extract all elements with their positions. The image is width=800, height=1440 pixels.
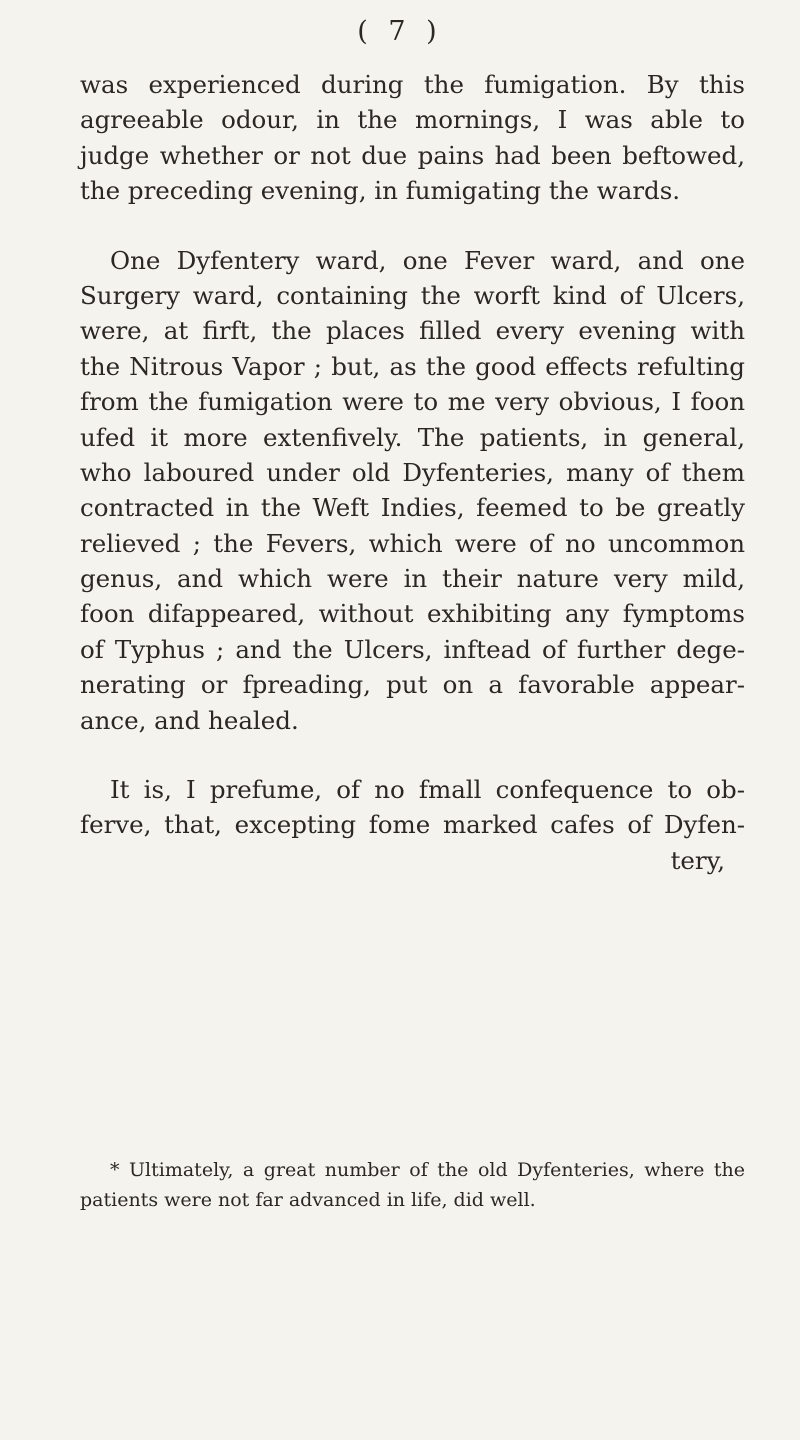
text-line: agreeable odour, in the mornings, I was able to xyxy=(80,105,745,135)
text-line: ferve, that, excepting fome marked cafes of Dyfen- xyxy=(80,810,745,840)
footnote-line: * Ultimately, a great number of the old Dyfenteries, where the xyxy=(110,1159,745,1181)
text-line: It is, I prefume, of no fmall confequence to ob- xyxy=(110,775,745,805)
footnote-line: patients were not far advanced in life, did well. xyxy=(80,1189,536,1211)
text-line: genus, and which were in their nature very mild, xyxy=(80,564,745,594)
text-line: the preceding evening, in fumigating the wards. xyxy=(80,176,681,206)
text-line: ufed it more extenfively. The patients, in general, xyxy=(80,422,745,452)
text-line: who laboured under old Dyfenteries, many of them xyxy=(80,457,745,487)
text-line: was experienced during the fumigation. By this xyxy=(80,70,745,99)
text-line: Surgery ward, containing the worft kind of Ulcers, xyxy=(80,280,745,310)
body-text xyxy=(80,67,745,878)
text-line: were, at firft, the places filled every evening with xyxy=(80,316,745,346)
text-line: One Dyfentery ward, one Fever ward, and one xyxy=(110,245,745,275)
text-line: of Typhus ; and the Ulcers, inftead of further dege- xyxy=(80,634,745,664)
footnote xyxy=(80,1155,745,1215)
page-number: ( 7 ) xyxy=(357,16,443,47)
text-line: judge whether or not due pains had been beftowed, xyxy=(80,140,745,170)
text-line: contracted in the Weft Indies, feemed to be greatly xyxy=(80,493,745,523)
text-line: from the fumigation were to me very obvious, I foon xyxy=(80,387,745,417)
text-line: the Nitrous Vapor ; but, as the good effects refulting xyxy=(80,351,745,381)
text-line: nerating or fpreading, put on a favorable appear- xyxy=(80,670,745,700)
text-line: foon difappeared, without exhibiting any fymptoms xyxy=(80,599,745,629)
text-line: relieved ; the Fevers, which were of no uncommon xyxy=(80,528,745,558)
text-line: ance, and healed. xyxy=(80,705,299,735)
catchword: tery, xyxy=(670,845,725,875)
